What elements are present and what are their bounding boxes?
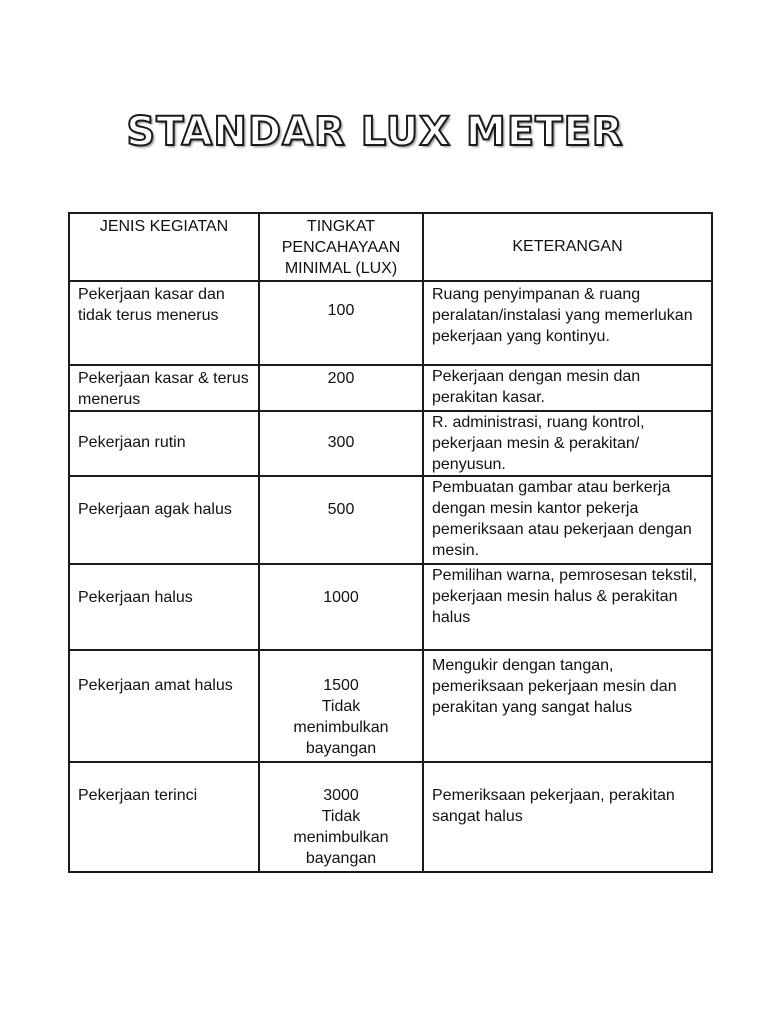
activity-cell — [69, 281, 259, 365]
table-row — [69, 476, 712, 564]
note-text: Mengukir dengan tangan, pemeriksaan pekerjaan mesin dan perakitan yang sangat halus — [432, 657, 677, 716]
note-text: Pemeriksaan pekerjaan, perakitan sangat halus — [432, 787, 675, 825]
lux-cell — [259, 281, 423, 365]
table-row — [69, 281, 712, 365]
note-cell — [423, 564, 712, 650]
activity-text: Pekerjaan agak halus — [78, 501, 232, 518]
activity-text: Pekerjaan amat halus — [78, 677, 233, 694]
lux-cell — [259, 762, 423, 872]
activity-cell — [69, 564, 259, 650]
activity-cell — [69, 650, 259, 762]
lux-value: 1500 Tidak menimbulkan bayangan — [293, 677, 389, 757]
header-activity-cell — [69, 213, 259, 281]
activity-text: Pekerjaan kasar dan tidak terus menerus — [78, 286, 225, 324]
header-lux-cell — [259, 213, 423, 281]
table-row — [69, 411, 712, 476]
lux-cell — [259, 411, 423, 476]
activity-cell — [69, 762, 259, 872]
activity-text: Pekerjaan kasar & terus menerus — [78, 370, 249, 408]
lux-value: 100 — [327, 302, 355, 319]
table-row — [69, 365, 712, 411]
note-cell — [423, 281, 712, 365]
header-activity-label: JENIS KEGIATAN — [99, 218, 229, 235]
activity-text: Pekerjaan rutin — [78, 434, 186, 451]
lux-cell — [259, 476, 423, 564]
header-note-label: KETERANGAN — [512, 238, 623, 255]
lux-value: 3000 Tidak menimbulkan bayangan — [293, 787, 389, 867]
lux-value: 300 — [327, 434, 355, 451]
lux-standard-table — [68, 212, 713, 873]
activity-text: Pekerjaan terinci — [78, 787, 198, 804]
note-text: Ruang penyimpanan & ruang peralatan/instalasi yang memerlukan pekerjaan yang kontinyu. — [432, 286, 693, 345]
note-text: Pemilihan warna, pemrosesan tekstil, pekerjaan mesin halus & perakitan halus — [432, 567, 698, 626]
note-cell — [423, 476, 712, 564]
note-cell — [423, 411, 712, 476]
table-header-row — [69, 213, 712, 281]
table-row — [69, 564, 712, 650]
lux-cell — [259, 564, 423, 650]
note-cell — [423, 365, 712, 411]
header-note-cell — [423, 213, 712, 281]
activity-cell — [69, 476, 259, 564]
table-row — [69, 650, 712, 762]
lux-value: 500 — [327, 501, 355, 518]
note-text: Pembuatan gambar atau berkerja dengan mesin kantor pekerja pemeriksaan atau pekerjaan dengan mesin. — [432, 479, 692, 559]
lux-cell — [259, 365, 423, 411]
lux-value: 1000 — [323, 589, 359, 606]
page-title: STANDAR LUX METER — [126, 109, 624, 155]
note-cell — [423, 650, 712, 762]
lux-cell — [259, 650, 423, 762]
activity-cell — [69, 411, 259, 476]
note-cell — [423, 762, 712, 872]
header-lux-label: TINGKAT PENCAHAYAAN MINIMAL (LUX) — [281, 218, 401, 277]
note-text: R. administrasi, ruang kontrol, pekerjaan mesin & perakitan/ penyusun. — [432, 414, 645, 473]
activity-text: Pekerjaan halus — [78, 589, 193, 606]
lux-value: 200 — [327, 370, 355, 387]
note-text: Pekerjaan dengan mesin dan perakitan kasar. — [432, 368, 641, 406]
activity-cell — [69, 365, 259, 411]
table-row — [69, 762, 712, 872]
